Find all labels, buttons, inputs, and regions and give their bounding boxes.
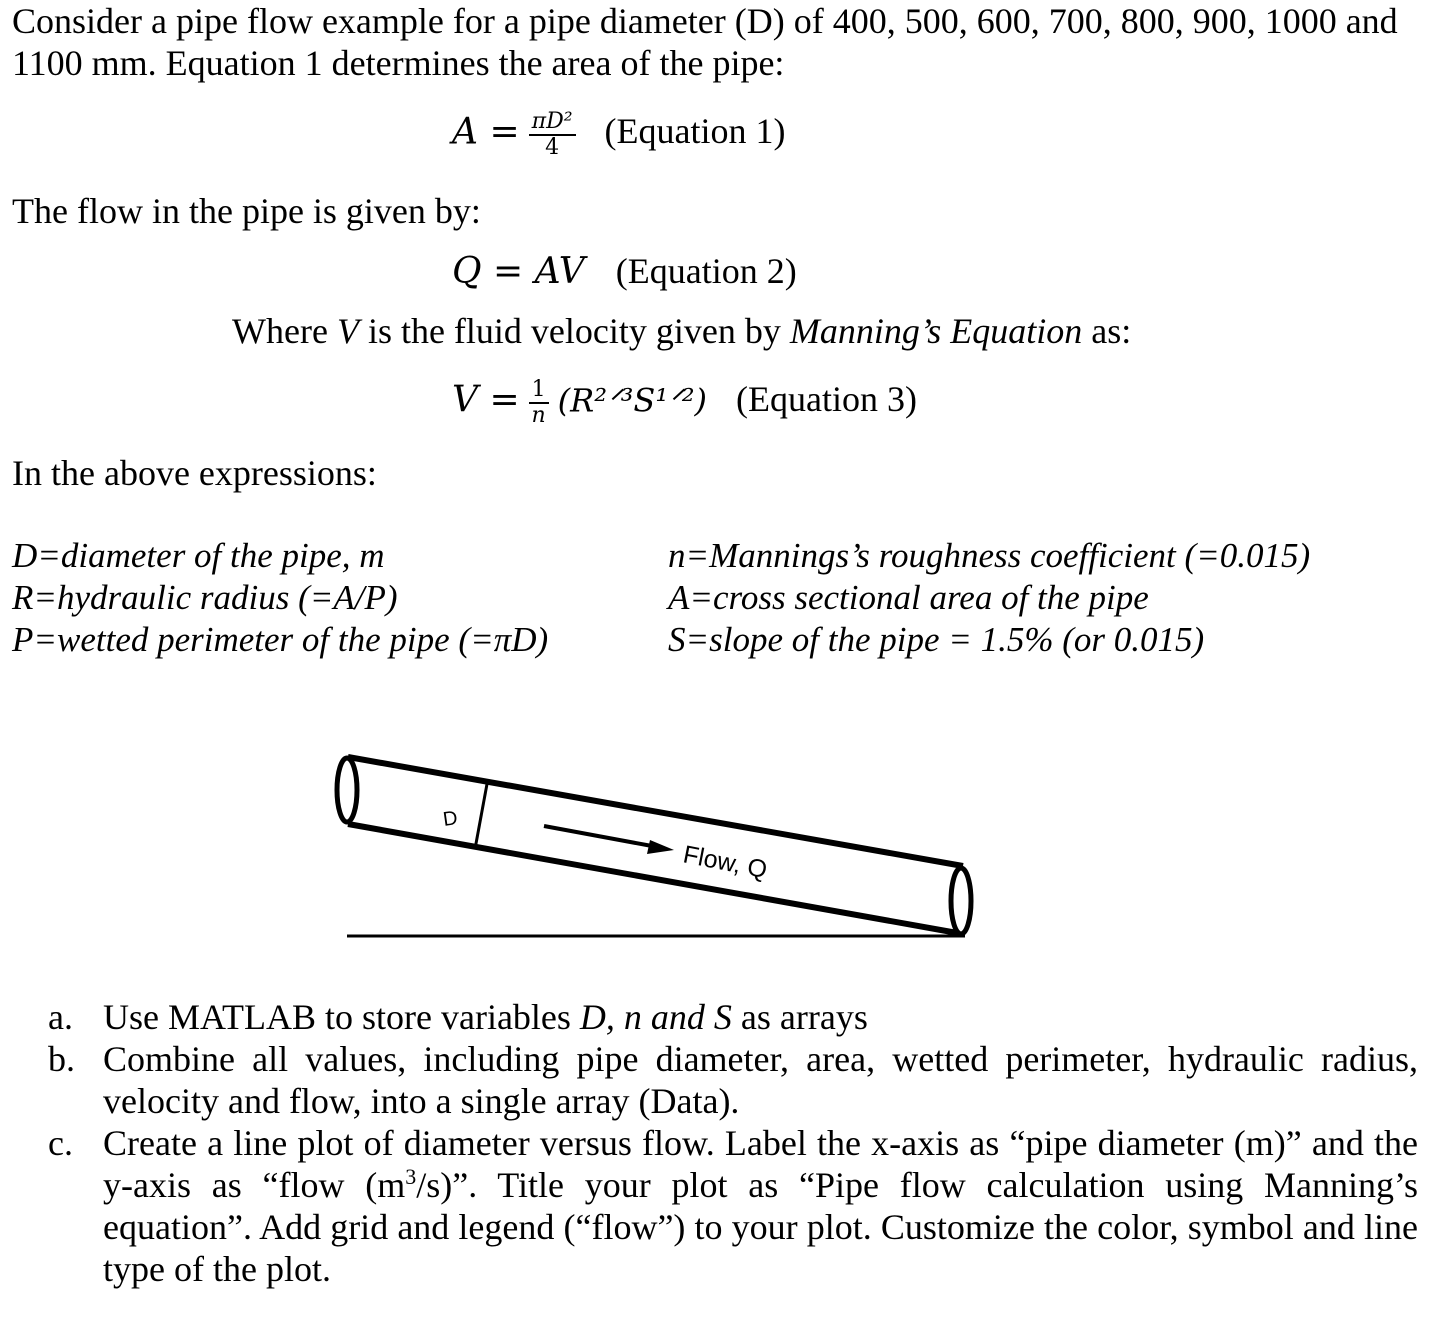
task-a-marker: a. <box>48 997 73 1037</box>
expressions-heading: In the above expressions: <box>12 453 377 493</box>
definition-d: D=diameter of the pipe, m <box>12 536 385 575</box>
intro-line-1: Consider a pipe flow example for a pipe diameter (D) of 400, 500, 600, 700, 800, 900, 1000 and <box>12 1 1398 41</box>
velocity-pre: Where <box>232 311 337 351</box>
equation-3-expression: (R²ᐟ³S¹ᐟ²) <box>557 381 707 420</box>
task-c-marker: c. <box>48 1123 73 1163</box>
equation-2-label: (Equation 2) <box>615 251 797 291</box>
task-a-post: as arrays <box>731 997 868 1037</box>
task-a <box>48 996 1418 1038</box>
diameter-label: D <box>441 807 460 831</box>
task-b-marker: b. <box>48 1039 75 1079</box>
equation-1-numerator: πD² <box>529 110 576 136</box>
task-b-text: Combine all values, including pipe diameter, area, wetted perimeter, hydraulic radius, velocity and flow, into a single array (Data). <box>103 1039 1418 1121</box>
definition-r: R=hydraulic radius (=A/P) <box>12 578 398 617</box>
definition-s: S=slope of the pipe = 1.5% (or 0.015) <box>668 620 1205 659</box>
velocity-mid: is the fluid velocity given by <box>358 311 790 351</box>
equation-3-denominator: n <box>531 403 546 428</box>
velocity-var: V <box>336 311 359 351</box>
definitions-left <box>12 535 548 661</box>
flow-arrow-shaft <box>544 826 652 846</box>
flow-arrow-head <box>647 840 674 854</box>
definitions-right <box>668 535 1310 661</box>
equation-3-lhs: V = <box>452 379 520 421</box>
equation-3-label: (Equation 3) <box>736 379 917 420</box>
equation-1-fraction <box>529 110 576 160</box>
task-c-part-1: Create a line plot of diameter versus flow. Label the x-axis as “pipe diameter (m)” and the y-axis as “flow (m <box>103 1123 1418 1205</box>
task-c-superscript: 3 <box>405 1164 417 1189</box>
task-c <box>48 1122 1418 1290</box>
diameter-marker <box>475 784 487 849</box>
intro-line-2: 1100 mm. Equation 1 determines the area of the pipe: <box>12 43 785 83</box>
equation-1 <box>452 110 785 160</box>
equation-1-label: (Equation 1) <box>604 111 786 152</box>
equation-1-denominator: 4 <box>545 135 560 160</box>
task-c-part-2: /s)”. Title your plot as “Pipe flow calculation using Manning’s equation”. Add grid and legend (“flow”) to your plot. Customize the color, symbol and line type of the plot. <box>103 1165 1418 1289</box>
pipe-inlet-end <box>337 758 357 822</box>
task-b <box>48 1038 1418 1122</box>
pipe-bottom-wall <box>348 824 963 934</box>
equation-1-lhs: A = <box>452 111 520 153</box>
definition-p: P=wetted perimeter of the pipe (=πD) <box>12 620 549 659</box>
intro-paragraph <box>12 0 1438 84</box>
mannings-equation-name: Manning’s Equation <box>789 311 1083 351</box>
definition-a: A=cross sectional area of the pipe <box>668 578 1149 617</box>
velocity-post: as: <box>1082 311 1132 351</box>
flow-statement: The flow in the pipe is given by: <box>12 191 481 231</box>
equation-2-expression: Q = AV <box>452 251 585 292</box>
equation-2 <box>452 250 797 293</box>
pipe-outlet-end <box>951 868 971 934</box>
task-a-pre: Use MATLAB to store variables <box>103 997 580 1037</box>
velocity-statement <box>232 310 1131 352</box>
flow-label: Flow, Q <box>680 840 770 885</box>
task-a-vars: D, n and S <box>579 997 732 1037</box>
definition-n: n=Mannings’s roughness coefficient (=0.015) <box>668 536 1311 575</box>
task-list <box>48 996 1418 1290</box>
equation-3-numerator: 1 <box>529 378 549 404</box>
equation-3-fraction <box>529 378 549 428</box>
pipe-diagram <box>0 740 1446 950</box>
equation-3 <box>452 378 917 428</box>
